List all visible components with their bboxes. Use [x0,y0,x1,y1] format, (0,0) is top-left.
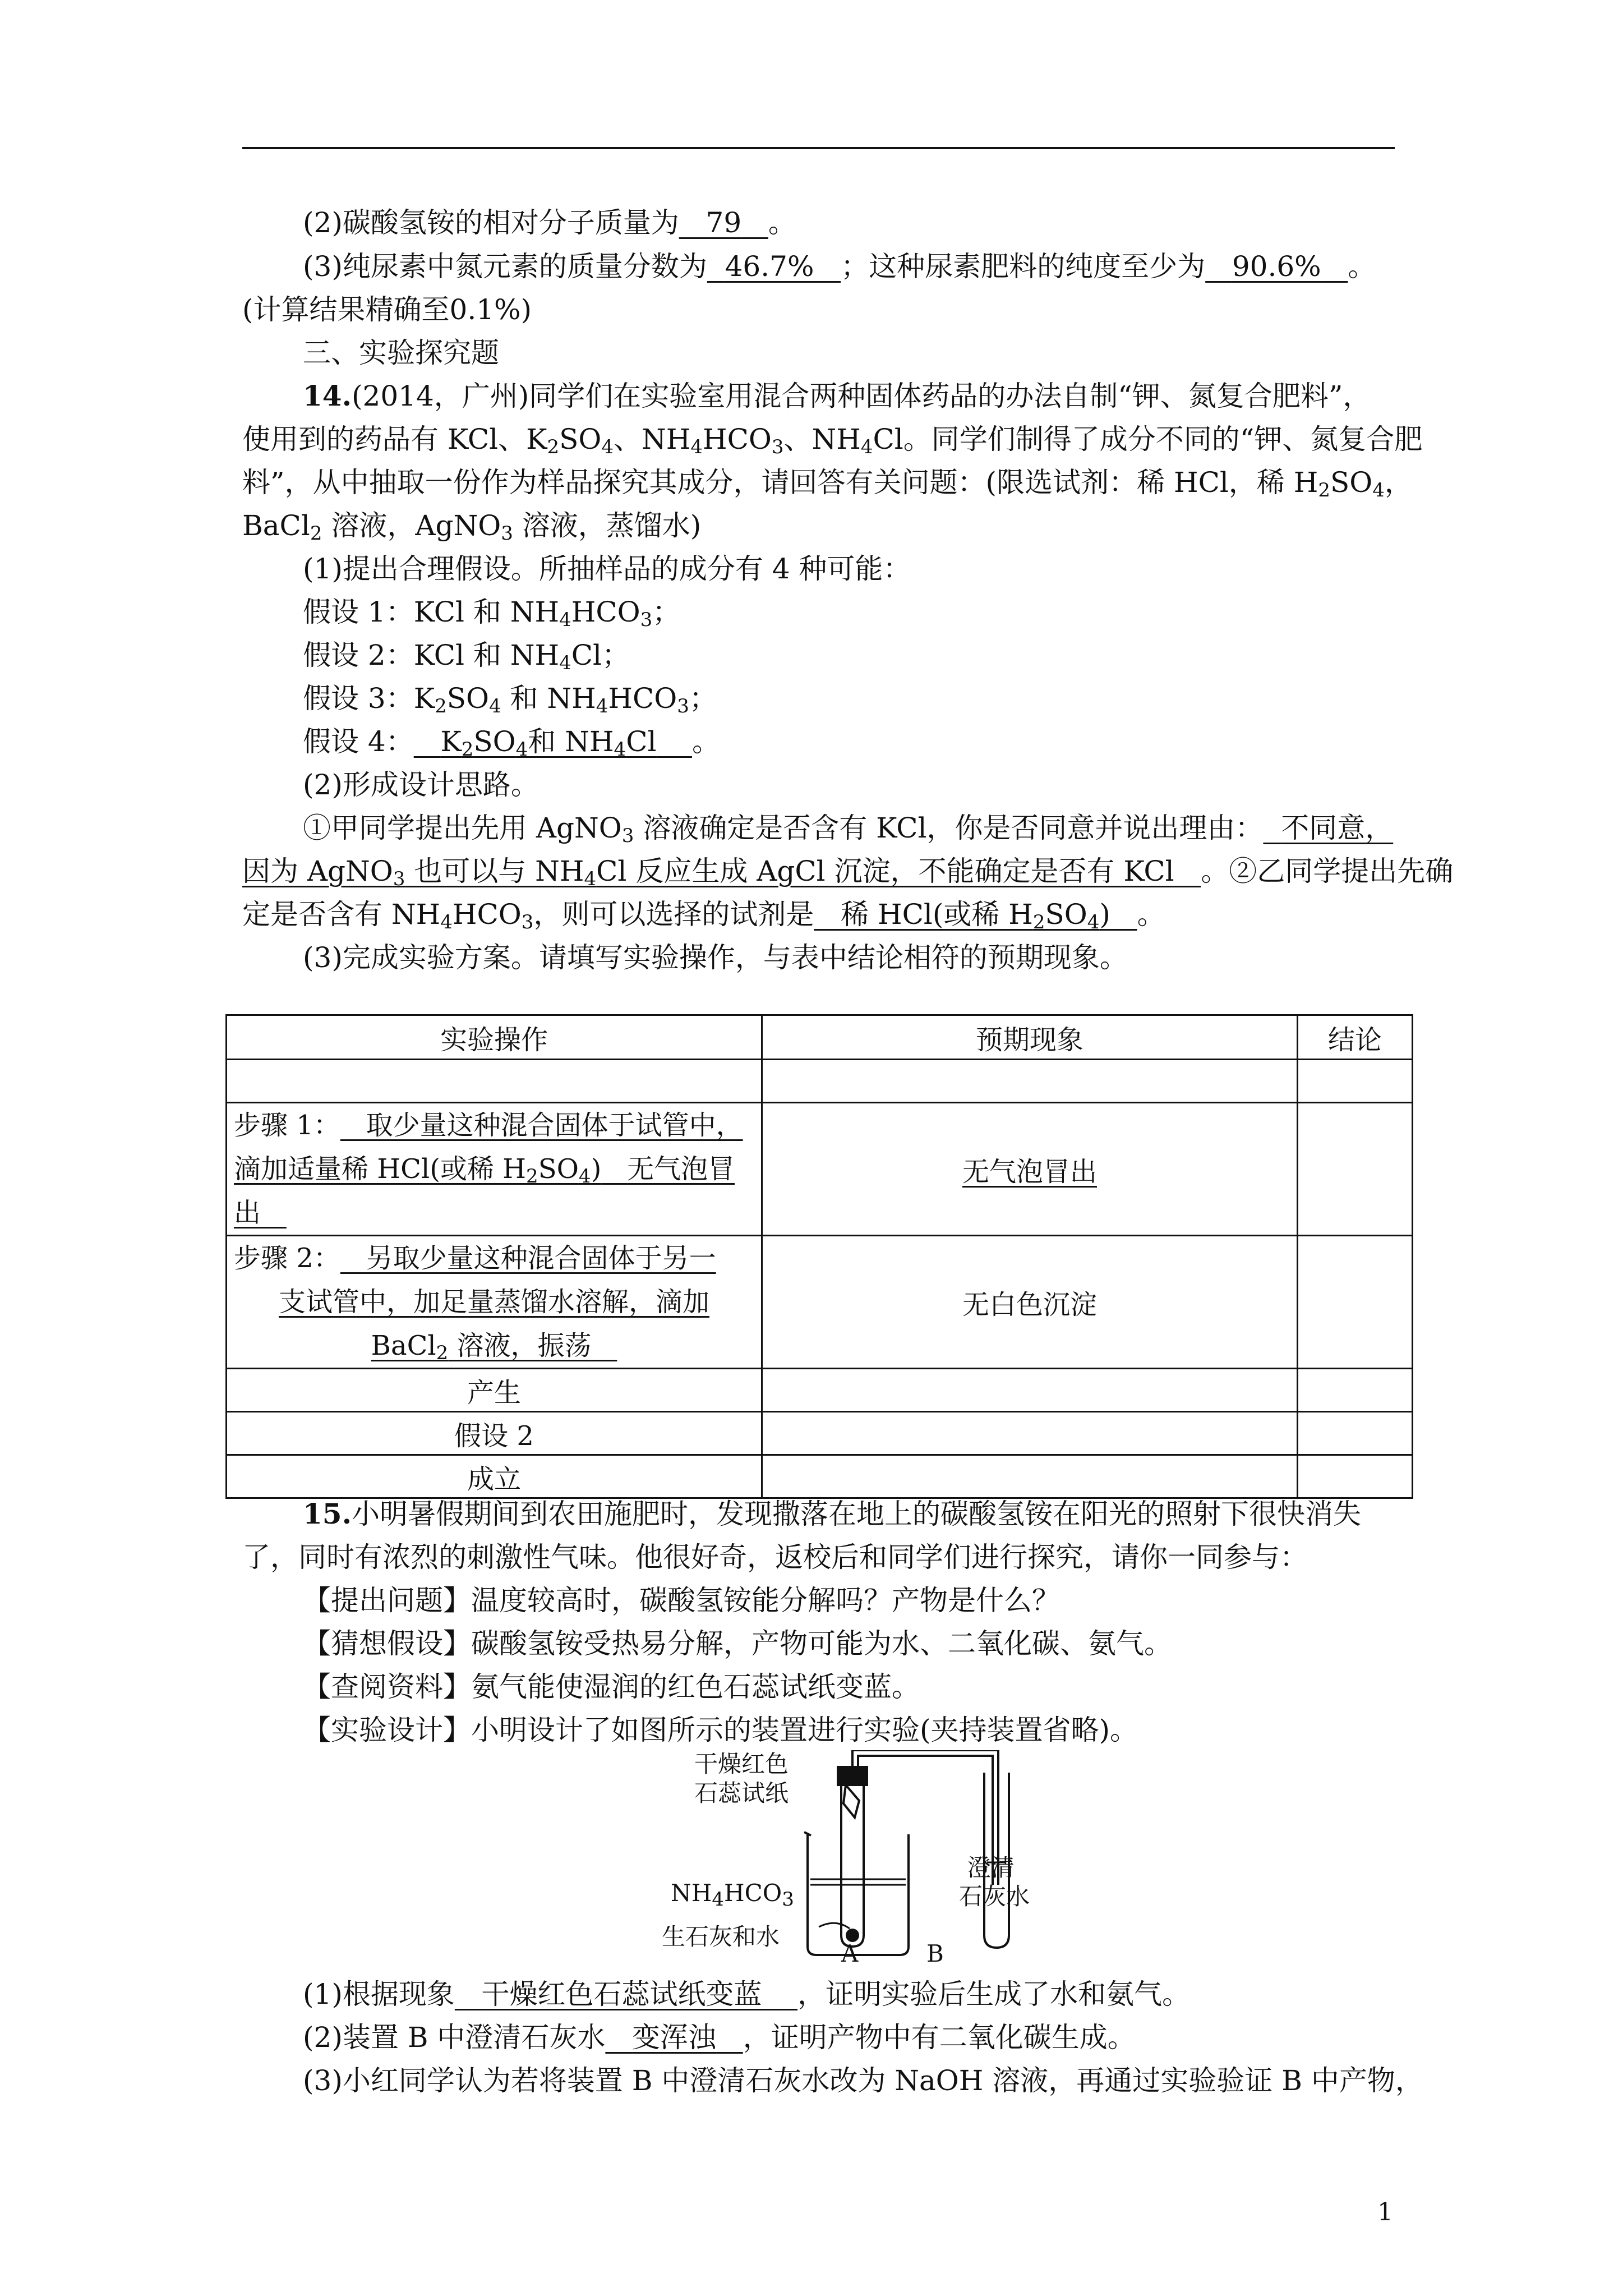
page-number: 1 [1377,2198,1393,2226]
fig-label-a: A [841,1940,859,1967]
q14-step2: (2)形成设计思路。 [303,769,539,801]
table-row [227,1103,1413,1236]
table-header: 实验操作 [227,1015,762,1060]
q15-line2: 了，同时有浓烈的刺激性气味。他很好奇，返校后和同学们进行探究，请你一同参与： [242,1541,1308,1573]
table-header: 结论 [1298,1015,1413,1060]
header-rule [242,147,1395,149]
answer-blank: 46.7% [725,250,814,283]
q15-a1: (1)根据现象 干燥红色石蕊试纸变蓝 ，证明实验后生成了水和氨气。 [303,1978,1191,2010]
q15-ref: 【查阅资料】氨气能使湿润的红色石蕊试纸变蓝。 [303,1671,920,1703]
step2-cell: 步骤 2： 另取少量这种混合固体于另一 支试管中，加足量蒸馏水溶解，滴加 BaCl$_2$ 溶液，振荡 [227,1236,762,1369]
fig-label-paper2: 石蕊试纸 [694,1779,789,1807]
q14-c3: 定是否含有 $NH_4HCO_3$，则可以选择的试剂是 稀 HCl(或稀 $H_2SO_4$) 。 [242,898,1165,933]
q15-line1: 15.小明暑假期间到农田施肥时，发现撒落在地上的碳酸氢铵在阳光的照射下很快消失 [303,1497,1361,1530]
section-heading: 三、实验探究题 [303,337,499,369]
q15-design: 【实验设计】小明设计了如图所示的装置进行实验(夹持装置省略)。 [303,1714,1138,1746]
step1-result: 无气泡冒出 [762,1103,1298,1236]
litmus-paper [843,1785,859,1818]
table-row: 成立 [227,1455,1413,1498]
answer-blank: $K_2SO_4$和 $NH_4Cl$ [440,725,657,761]
apparatus-figure [785,1750,1077,1963]
hypothesis-4: 假设 4： $K_2SO_4$和 $NH_4Cl$ 。 [303,725,721,761]
q14-step3: (3)完成实验方案。请填写实验操作，与表中结论相符的预期现象。 [303,941,1128,974]
hypothesis-1: 假设 1：KCl 和 $NH_4HCO_3$； [303,596,681,631]
q15-ask: 【提出问题】温度较高时，碳酸氢铵能分解吗？产物是什么？ [303,1584,1060,1617]
stopper [838,1767,867,1785]
q14-line2: 使用到的药品有 KCl、$K_2SO_4$、$NH_4HCO_3$、$NH_4Cl$。同学们制得了成分不同的“钾、氮复合肥 [242,423,1423,458]
step2-result: 无白色沉淀 [762,1236,1298,1369]
q13-part2: (2)碳酸氢铵的相对分子质量为 79 。 [303,206,796,239]
q14-c1: ①甲同学提出先用 AgNO$_3$ 溶液确定是否含有 KCl，你是否同意并说出理由： 不同意， [303,812,1394,847]
answer-blank: 干燥红色石蕊试纸变蓝 [481,1978,762,2010]
fig-label-nh4hco3: $NH_4HCO_3$ [671,1879,794,1911]
answer-blank: 变浑浊 [632,2021,717,2054]
q15-a3: (3)小红同学认为若将装置 B 中澄清石灰水改为 NaOH 溶液，再通过实验验证 B 中产物， [303,2064,1423,2097]
fig-label-b: B [926,1940,944,1967]
hypothesis-2: 假设 2：KCl 和 $NH_4Cl$； [303,639,630,674]
fig-label-limewater: 澄清 [967,1854,1015,1881]
fig-label-paper: 干燥红色 [694,1750,789,1778]
table-header: 预期现象 [762,1015,1298,1060]
experiment-table [225,1014,1413,1499]
q15-a2: (2)装置 B 中澄清石灰水 变浑浊 ，证明产物中有二氧化碳生成。 [303,2021,1136,2054]
answer-blank: 因为 AgNO$_3$ 也可以与 $NH_4Cl$ 反应生成 AgCl 沉淀，不能确定是否有 KCl [242,855,1174,890]
table-row [227,1236,1413,1369]
table-row [227,1060,1413,1103]
q14-step1: (1)提出合理假设。所抽样品的成分有 4 种可能： [303,553,911,585]
q13-part3: (3)纯尿素中氮元素的质量分数为 46.7% ；这种尿素肥料的纯度至少为 90.6% 。 [303,250,1376,283]
table-row: 假设 2 [227,1412,1413,1455]
answer-blank: 不同意， [1281,812,1394,844]
fig-label-limewater2: 石灰水 [959,1883,1030,1910]
q14-line1: 14.(2014，广州)同学们在实验室用混合两种固体药品的办法自制“钾、氮复合肥料”， [303,379,1371,412]
q13-note: (计算结果精确至0.1%) [242,293,532,326]
q14-c2: 因为 AgNO$_3$ 也可以与 $NH_4Cl$ 反应生成 AgCl 沉淀，不能确定是否有 KCl 。②乙同学提出先确 [242,855,1454,890]
fig-label-quicklime: 生石灰和水 [662,1923,780,1950]
answer-blank: 稀 HCl(或稀 $H_2SO_4$) [841,898,1110,933]
answer-blank: 90.6% [1232,250,1321,283]
q14-line4: BaCl$_2$ 溶液，AgNO$_3$ 溶液，蒸馏水) [242,509,702,545]
q15-guess: 【猜想假设】碳酸氢铵受热易分解，产物可能为水、二氧化碳、氨气。 [303,1627,1172,1660]
hypothesis-3: 假设 3：$K_2SO_4$ 和 $NH_4HCO_3$； [303,682,717,717]
q14-line3: 料”，从中抽取一份作为样品探究其成分，请回答有关问题：(限选试剂：稀 HCl，稀 $H_2SO_4$， [242,466,1413,501]
answer-blank: 79 [706,206,742,239]
table-row: 产生 [227,1369,1413,1412]
step1-cell: 步骤 1： 取少量这种混合固体于试管中， 滴加适量稀 HCl(或稀 $H_2SO_4$) 无气泡冒 出 [227,1103,762,1236]
